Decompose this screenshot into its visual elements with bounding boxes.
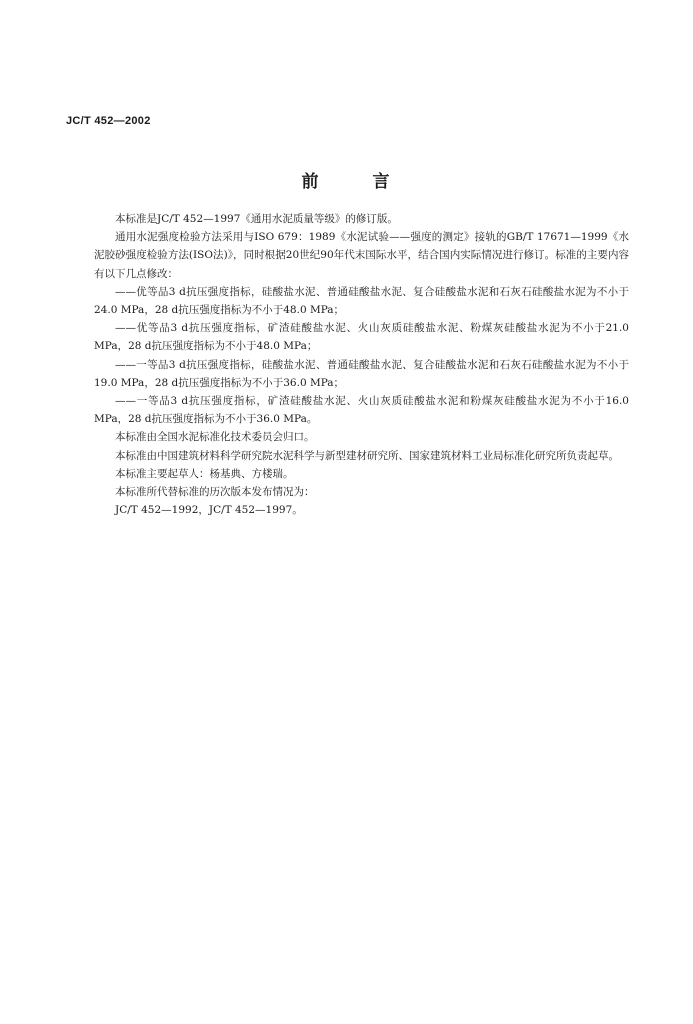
paragraph: 本标准所代替标准的历次版本发布情况为：	[115, 486, 315, 499]
paragraph: 本标准由中国建筑材料科学研究院水泥科学与新型建材研究所、国家建筑材料工业局标准化研究所负责起草。	[115, 449, 619, 462]
page-title	[0, 172, 693, 192]
paragraph: 本标准主要起草人：杨基典、方楼瑞。	[115, 467, 294, 480]
paragraph: 本标准是JC/T 452—1997《通用水泥质量等级》的修订版。	[115, 213, 398, 225]
paragraph: ——一等品3 d抗压强度指标，矿渣硅酸盐水泥、火山灰质硅酸盐水泥和粉煤灰硅酸盐水泥为不小于16.0 MPa，28 d抗压强度指标为不小于36.0 MPa。	[94, 395, 629, 426]
paragraph: 本标准由全国水泥标准化技术委员会归口。	[115, 431, 315, 444]
paragraph: 通用水泥强度检验方法采用与ISO 679：1989《水泥试验——强度的测定》接轨的GB/T 17671—1999《水泥胶砂强度检验方法(ISO法)》，同时根据20世纪90年代末国际水平，结合国内实际情况进行修订。标准的主要内容有以下几点修改：	[94, 231, 629, 280]
standard-code: JC/T 452—2002	[66, 115, 151, 127]
page-title-char: 言	[372, 172, 392, 192]
paragraph: ——优等品3 d抗压强度指标，硅酸盐水泥、普通硅酸盐水泥、复合硅酸盐水泥和石灰石硅酸盐水泥为不小于24.0 MPa，28 d抗压强度指标为不小于48.0 MPa；	[94, 285, 629, 317]
foreword-body	[94, 210, 629, 519]
paragraph: ——一等品3 d抗压强度指标，硅酸盐水泥、普通硅酸盐水泥、复合硅酸盐水泥和石灰石硅酸盐水泥为不小于19.0 MPa，28 d抗压强度指标为不小于36.0 MPa；	[94, 358, 629, 389]
page-title-char: 前	[301, 172, 321, 192]
paragraph: JC/T 452—1992，JC/T 452—1997。	[115, 504, 303, 517]
paragraph: ——优等品3 d抗压强度指标，矿渣硅酸盐水泥、火山灰质硅酸盐水泥、粉煤灰硅酸盐水泥为不小于21.0 MPa，28 d抗压强度指标为不小于48.0 MPa；	[94, 322, 629, 353]
